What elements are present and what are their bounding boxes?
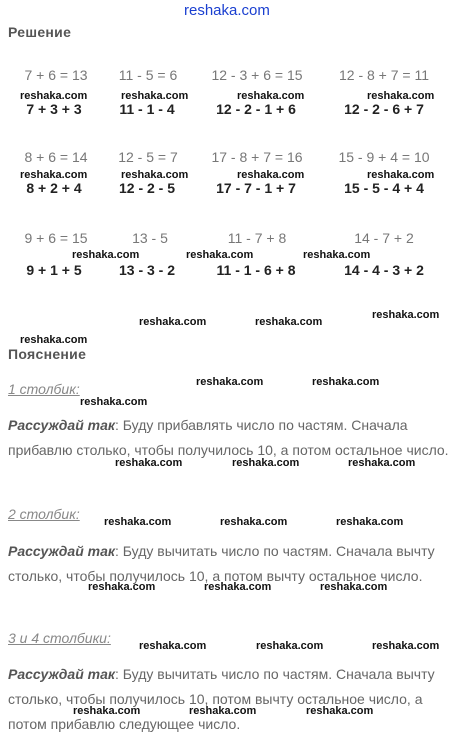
column-title: 2 столбик: [8, 506, 80, 522]
watermark: reshaka.com [204, 581, 272, 593]
solution-expression: 13 - 3 - 2 [118, 262, 176, 278]
example-expression: 13 - 5 [132, 230, 168, 246]
watermark: reshaka.com [73, 705, 141, 717]
example-expression: 12 - 3 + 6 = 15 [211, 67, 303, 83]
explanation-text: : Буду вычитать число по частям. Сначала вычту столько, чтобы получилось 10, потом вычту остальное число, а потом прибавлю следующее число. [8, 666, 435, 732]
explanation-text: : Буду прибавлять число по частям. Сначала прибавлю столько, чтобы получилось 10, а потом остальное число. [8, 417, 449, 458]
watermark: reshaka.com [320, 581, 388, 593]
watermark: reshaka.com [303, 249, 371, 261]
solution-expression: 14 - 4 - 3 + 2 [344, 262, 424, 278]
watermark: reshaka.com [20, 169, 88, 181]
watermark: reshaka.com [20, 334, 88, 346]
watermark: reshaka.com [367, 90, 435, 102]
example-expression: 17 - 8 + 7 = 16 [211, 149, 303, 165]
reason-lead: Рассуждай так [8, 417, 115, 433]
reason-lead: Рассуждай так [8, 543, 115, 559]
solution-expression: 15 - 5 - 4 + 4 [344, 180, 424, 196]
watermark: reshaka.com [80, 396, 148, 408]
solution-expression: 11 - 1 - 6 + 8 [216, 262, 296, 278]
example-expression: 11 - 5 = 6 [118, 67, 178, 83]
watermark: reshaka.com [255, 316, 323, 328]
example-expression: 12 - 8 + 7 = 11 [338, 67, 430, 83]
example-expression: 8 + 6 = 14 [24, 149, 88, 165]
example-expression: 15 - 9 + 4 = 10 [338, 149, 430, 165]
reason-lead: Рассуждай так [8, 666, 115, 682]
solution-expression: 8 + 2 + 4 [26, 180, 82, 196]
solution-expression: 17 - 7 - 1 + 7 [216, 180, 296, 196]
watermark: reshaka.com [189, 705, 257, 717]
watermark: reshaka.com [186, 249, 254, 261]
solution-expression: 9 + 1 + 5 [26, 262, 82, 278]
explanation-paragraph [8, 662, 456, 737]
solution-expression: 11 - 1 - 4 [119, 101, 175, 117]
explanation-paragraph [8, 413, 456, 463]
watermark: reshaka.com [139, 640, 207, 652]
solution-heading: Решение [8, 24, 72, 40]
watermark: reshaka.com [256, 640, 324, 652]
watermark: reshaka.com [348, 457, 416, 469]
site-title[interactable]: reshaka.com [184, 2, 270, 19]
watermark: reshaka.com [139, 316, 207, 328]
solution-expression: 12 - 2 - 1 + 6 [216, 101, 296, 117]
example-expression: 9 + 6 = 15 [24, 230, 88, 246]
watermark: reshaka.com [367, 169, 435, 181]
column-title: 3 и 4 столбики: [8, 630, 111, 646]
watermark: reshaka.com [121, 90, 189, 102]
watermark: reshaka.com [312, 376, 380, 388]
example-expression: 12 - 5 = 7 [118, 149, 178, 165]
example-expression: 7 + 6 = 13 [24, 67, 88, 83]
watermark: reshaka.com [104, 516, 172, 528]
solution-expression: 12 - 2 - 6 + 7 [344, 101, 424, 117]
watermark: reshaka.com [88, 581, 156, 593]
example-expression: 14 - 7 + 2 [354, 230, 414, 246]
watermark: reshaka.com [115, 457, 183, 469]
solution-expression: 7 + 3 + 3 [26, 101, 82, 117]
solution-expression: 12 - 2 - 5 [118, 180, 176, 196]
watermark: reshaka.com [232, 457, 300, 469]
watermark: reshaka.com [196, 376, 264, 388]
example-expression: 11 - 7 + 8 [227, 230, 287, 246]
explanation-heading: Пояснение [8, 346, 87, 362]
watermark: reshaka.com [237, 169, 305, 181]
watermark: reshaka.com [220, 516, 288, 528]
watermark: reshaka.com [20, 90, 88, 102]
watermark: reshaka.com [306, 705, 374, 717]
watermark: reshaka.com [237, 90, 305, 102]
watermark: reshaka.com [372, 640, 440, 652]
watermark: reshaka.com [121, 169, 189, 181]
watermark: reshaka.com [372, 309, 440, 321]
watermark: reshaka.com [336, 516, 404, 528]
explanation-text: : Буду вычитать число по частям. Сначала вычту столько, чтобы получилось 10, а потом вычту остальное число. [8, 543, 435, 584]
column-title: 1 столбик: [8, 381, 80, 397]
watermark: reshaka.com [72, 249, 140, 261]
